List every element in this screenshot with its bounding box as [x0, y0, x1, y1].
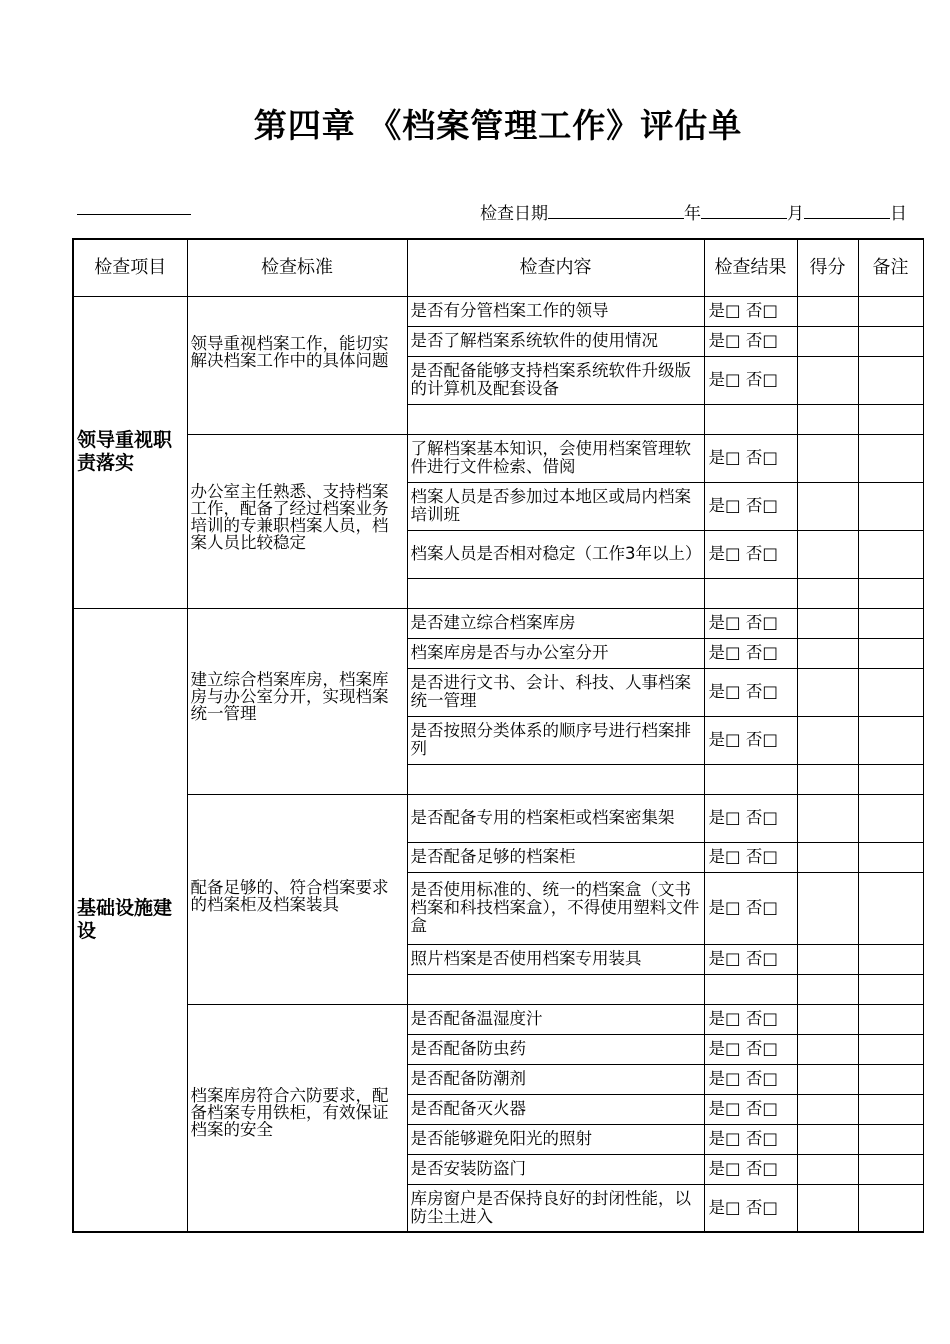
inspection-standard-cell: 档案库房符合六防要求，配备档案专用铁柜，有效保证档案的安全 — [187, 1004, 407, 1232]
result-checkbox-cell[interactable]: 是□ 否□ — [704, 638, 797, 668]
result-checkbox-cell[interactable]: 是□ 否□ — [704, 668, 797, 716]
remark-cell[interactable] — [858, 326, 923, 356]
result-checkbox-cell[interactable]: 是□ 否□ — [704, 794, 797, 842]
month-blank[interactable] — [701, 203, 787, 219]
remark-cell[interactable] — [858, 842, 923, 872]
day-blank[interactable] — [804, 203, 890, 219]
remark-cell[interactable] — [858, 1124, 923, 1154]
remark-cell[interactable] — [858, 668, 923, 716]
result-checkbox-cell[interactable]: 是□ 否□ — [704, 326, 797, 356]
inspection-content-cell: 是否有分管档案工作的领导 — [407, 296, 704, 326]
remark-cell[interactable] — [858, 1094, 923, 1124]
score-cell[interactable] — [797, 578, 858, 608]
score-cell[interactable] — [797, 296, 858, 326]
remark-cell[interactable] — [858, 944, 923, 974]
score-cell[interactable] — [797, 842, 858, 872]
score-cell[interactable] — [797, 356, 858, 404]
remark-cell[interactable] — [858, 974, 923, 1004]
inspection-content-cell: 是否配备专用的档案柜或档案密集架 — [407, 794, 704, 842]
blank-content-cell — [407, 578, 704, 608]
score-cell[interactable] — [797, 1124, 858, 1154]
result-checkbox-cell[interactable]: 是□ 否□ — [704, 1094, 797, 1124]
blank-result-cell — [704, 404, 797, 434]
header-standard: 检查标准 — [187, 239, 407, 296]
year-blank[interactable] — [548, 203, 684, 219]
inspection-date-line — [480, 199, 907, 224]
remark-cell[interactable] — [858, 1034, 923, 1064]
inspection-content-cell: 是否按照分类体系的顺序号进行档案排列 — [407, 716, 704, 764]
inspection-content-cell: 照片档案是否使用档案专用装具 — [407, 944, 704, 974]
score-cell[interactable] — [797, 1094, 858, 1124]
remark-cell[interactable] — [858, 404, 923, 434]
inspection-standard-cell: 办公室主任熟悉、支持档案工作，配备了经过档案业务培训的专兼职档案人员，档案人员比较稳定 — [187, 434, 407, 608]
table-row — [73, 794, 923, 842]
inspection-item-cell: 领导重视职责落实 — [73, 296, 187, 608]
blank-result-cell — [704, 578, 797, 608]
table-row — [73, 1004, 923, 1034]
inspection-content-cell: 了解档案基本知识，会使用档案管理软件进行文件检索、借阅 — [407, 434, 704, 482]
remark-cell[interactable] — [858, 1064, 923, 1094]
inspection-item-cell: 基础设施建设 — [73, 608, 187, 1232]
inspection-content-cell: 档案库房是否与办公室分开 — [407, 638, 704, 668]
result-checkbox-cell[interactable]: 是□ 否□ — [704, 1004, 797, 1034]
remark-cell[interactable] — [858, 1004, 923, 1034]
result-checkbox-cell[interactable]: 是□ 否□ — [704, 944, 797, 974]
remark-cell[interactable] — [858, 530, 923, 578]
score-cell[interactable] — [797, 1184, 858, 1232]
inspection-standard-cell: 建立综合档案库房，档案库房与办公室分开，实现档案统一管理 — [187, 608, 407, 794]
score-cell[interactable] — [797, 974, 858, 1004]
result-checkbox-cell[interactable]: 是□ 否□ — [704, 434, 797, 482]
table-row — [73, 608, 923, 638]
inspection-content-cell: 是否配备能够支持档案系统软件升级版的计算机及配套设备 — [407, 356, 704, 404]
result-checkbox-cell[interactable]: 是□ 否□ — [704, 1124, 797, 1154]
blank-content-cell — [407, 404, 704, 434]
score-cell[interactable] — [797, 1064, 858, 1094]
blank-result-cell — [704, 974, 797, 1004]
result-checkbox-cell[interactable]: 是□ 否□ — [704, 296, 797, 326]
inspection-content-cell: 是否安装防盗门 — [407, 1154, 704, 1184]
inspection-content-cell: 档案人员是否相对稳定（工作3年以上） — [407, 530, 704, 578]
score-cell[interactable] — [797, 794, 858, 842]
score-cell[interactable] — [797, 608, 858, 638]
remark-cell[interactable] — [858, 1154, 923, 1184]
inspection-content-cell: 档案人员是否参加过本地区或局内档案培训班 — [407, 482, 704, 530]
table-row — [73, 296, 923, 326]
unit-blank-line[interactable] — [77, 214, 191, 215]
month-label: 月 — [787, 204, 804, 224]
inspection-content-cell: 是否建立综合档案库房 — [407, 608, 704, 638]
inspection-content-cell: 是否能够避免阳光的照射 — [407, 1124, 704, 1154]
date-label: 检查日期 — [480, 204, 548, 224]
score-cell[interactable] — [797, 872, 858, 944]
day-label: 日 — [890, 204, 907, 224]
inspection-content-cell: 是否了解档案系统软件的使用情况 — [407, 326, 704, 356]
year-label: 年 — [684, 204, 701, 224]
blank-content-cell — [407, 764, 704, 794]
remark-cell[interactable] — [858, 578, 923, 608]
score-cell[interactable] — [797, 668, 858, 716]
remark-cell[interactable] — [858, 434, 923, 482]
page-title: 第四章 《档案管理工作》评估单 — [253, 106, 743, 145]
inspection-content-cell: 是否配备温湿度汁 — [407, 1004, 704, 1034]
remark-cell[interactable] — [858, 356, 923, 404]
remark-cell[interactable] — [858, 638, 923, 668]
blank-result-cell — [704, 764, 797, 794]
result-checkbox-cell[interactable]: 是□ 否□ — [704, 1154, 797, 1184]
header-content: 检查内容 — [407, 239, 704, 296]
score-cell[interactable] — [797, 1004, 858, 1034]
result-checkbox-cell[interactable]: 是□ 否□ — [704, 356, 797, 404]
result-checkbox-cell[interactable]: 是□ 否□ — [704, 482, 797, 530]
inspection-standard-cell: 领导重视档案工作，能切实解决档案工作中的具体问题 — [187, 296, 407, 434]
score-cell[interactable] — [797, 434, 858, 482]
score-cell[interactable] — [797, 326, 858, 356]
result-checkbox-cell[interactable]: 是□ 否□ — [704, 1184, 797, 1232]
evaluation-table — [72, 238, 924, 1233]
inspection-content-cell: 是否配备灭火器 — [407, 1094, 704, 1124]
result-checkbox-cell[interactable]: 是□ 否□ — [704, 1064, 797, 1094]
remark-cell[interactable] — [858, 872, 923, 944]
result-checkbox-cell[interactable]: 是□ 否□ — [704, 716, 797, 764]
result-checkbox-cell[interactable]: 是□ 否□ — [704, 872, 797, 944]
remark-cell[interactable] — [858, 1184, 923, 1232]
header-row — [73, 239, 923, 296]
inspection-standard-cell: 配备足够的、符合档案要求的档案柜及档案装具 — [187, 794, 407, 1004]
inspection-content-cell: 是否配备足够的档案柜 — [407, 842, 704, 872]
remark-cell[interactable] — [858, 608, 923, 638]
score-cell[interactable] — [797, 1034, 858, 1064]
remark-cell[interactable] — [858, 482, 923, 530]
score-cell[interactable] — [797, 638, 858, 668]
header-item: 检查项目 — [73, 239, 187, 296]
inspection-content-cell: 是否配备防潮剂 — [407, 1064, 704, 1094]
score-cell[interactable] — [797, 944, 858, 974]
score-cell[interactable] — [797, 764, 858, 794]
blank-content-cell — [407, 974, 704, 1004]
inspection-content-cell: 是否进行文书、会计、科技、人事档案统一管理 — [407, 668, 704, 716]
inspection-content-cell: 是否使用标准的、统一的档案盒（文书档案和科技档案盒），不得使用塑料文件盒 — [407, 872, 704, 944]
score-cell[interactable] — [797, 404, 858, 434]
table-row — [73, 434, 923, 482]
result-checkbox-cell[interactable]: 是□ 否□ — [704, 842, 797, 872]
remark-cell[interactable] — [858, 296, 923, 326]
remark-cell[interactable] — [858, 764, 923, 794]
score-cell[interactable] — [797, 482, 858, 530]
header-result: 检查结果 — [704, 239, 797, 296]
score-cell[interactable] — [797, 1154, 858, 1184]
inspection-content-cell: 是否配备防虫药 — [407, 1034, 704, 1064]
score-cell[interactable] — [797, 716, 858, 764]
score-cell[interactable] — [797, 530, 858, 578]
remark-cell[interactable] — [858, 794, 923, 842]
inspection-content-cell: 库房窗户是否保持良好的封闭性能，以防尘土进入 — [407, 1184, 704, 1232]
result-checkbox-cell[interactable]: 是□ 否□ — [704, 1034, 797, 1064]
header-score: 得分 — [797, 239, 858, 296]
header-remark: 备注 — [858, 239, 923, 296]
remark-cell[interactable] — [858, 716, 923, 764]
result-checkbox-cell[interactable]: 是□ 否□ — [704, 530, 797, 578]
result-checkbox-cell[interactable]: 是□ 否□ — [704, 608, 797, 638]
